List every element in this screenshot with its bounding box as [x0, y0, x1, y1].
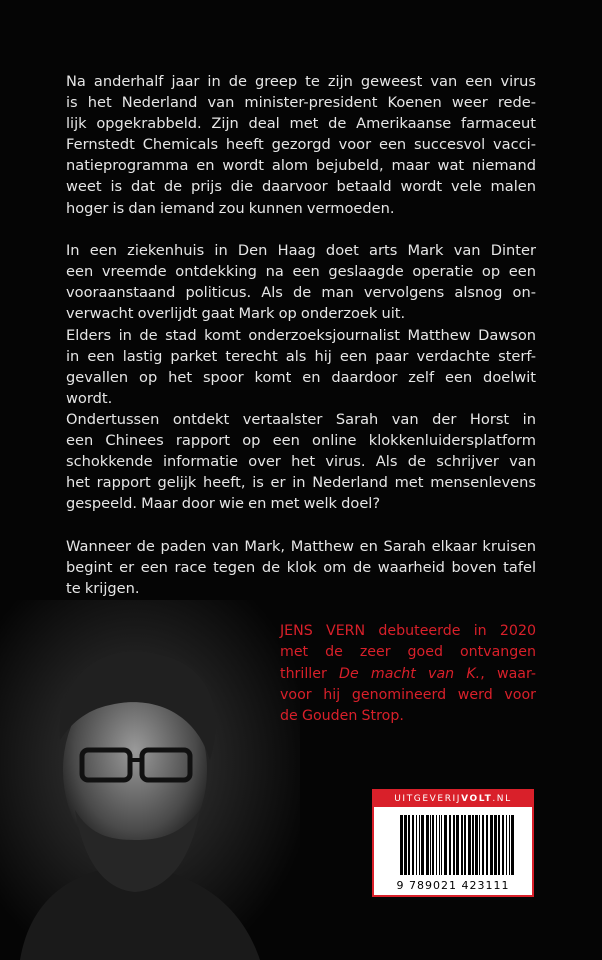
author-photo [0, 600, 300, 960]
blurb-paragraph [66, 536, 536, 599]
bio-line [280, 664, 536, 685]
blurb-line: het rapport gelijk heeft, is er in Nederland met mensenlevens [66, 474, 536, 492]
blurb-line: te krijgen. [66, 580, 140, 598]
blurb-line: verwacht overlijdt gaat Mark op onderzoek uit. [66, 305, 406, 323]
barcode-bar [494, 815, 497, 875]
author-bio [280, 621, 536, 727]
blurb-line: een Chinees rapport op een online klokkenluidersplatform [66, 432, 536, 449]
bio-line: voor hij genomineerd werd voor [280, 686, 536, 703]
blurb-line: weet is dat de prijs die daarvoor betaald wordt vele malen [66, 178, 536, 196]
barcode-bar [482, 815, 484, 875]
barcode-bar [400, 815, 403, 875]
barcode-bar [408, 815, 410, 875]
barcode-bar [430, 815, 431, 875]
barcode-bar [486, 815, 488, 875]
bio-line: met de zeer goed ontvangen [280, 644, 536, 661]
barcode-bar [461, 815, 463, 875]
barcode-bar [509, 815, 510, 875]
barcode-bar [421, 815, 424, 875]
bio-text: thriller [280, 665, 340, 682]
blurb-line: in een lastig parket terecht als hij een paar verdachte sterf- [66, 347, 536, 365]
barcode-bar [506, 815, 507, 875]
blurb-line: is het Nederland van minister-president Koenen weer rede- [66, 94, 536, 112]
blurb-line: schokkende informatie over het virus. Als de schrijver van [66, 453, 536, 471]
barcode-bar [464, 815, 466, 875]
barcode [400, 815, 514, 875]
barcode-bar [511, 815, 514, 875]
barcode-bar [502, 815, 504, 875]
barcode-bar [498, 815, 500, 875]
isbn-number: 9 789021 423111 [396, 879, 510, 892]
blurb-line: natieprogramma en wordt alom bejubeld, maar wat niemand [66, 157, 536, 175]
barcode-bar [436, 815, 437, 875]
barcode-bar [456, 815, 459, 875]
blurb-line: Na anderhalf jaar in de greep te zijn geweest van een virus [66, 73, 536, 90]
publisher-bold: VOLT [461, 794, 493, 804]
barcode-bar [441, 815, 442, 875]
publisher-suffix: .NL [492, 794, 512, 804]
barcode-bar [468, 815, 471, 875]
blurb-line: vooraanstaand politicus. Als de man vervolgens alsnog on- [66, 284, 536, 302]
blurb-line: hoger is dan iemand zou kunnen vermoeden. [66, 199, 395, 217]
blurb-line: lijk opgekrabbeld. Zijn deal met de Amerikaanse farmaceut [66, 115, 536, 133]
barcode-bar [416, 815, 417, 875]
publisher-logo [374, 791, 532, 807]
barcode-bar [439, 815, 440, 875]
publisher-prefix: UITGEVERIJ [394, 794, 462, 804]
barcode-bar [412, 815, 414, 875]
blurb-line: een vreemde ontdekking na een geslaagde operatie op een [66, 263, 536, 281]
barcode-bar [449, 815, 451, 875]
blurb-line: Elders in de stad komt onderzoeksjournalist Matthew Dawson [66, 326, 536, 344]
barcode-bar [475, 815, 478, 875]
blurb-line: Wanneer de paden van Mark, Matthew en Sarah elkaar kruisen [66, 537, 536, 555]
blurb-line: gevallen op het spoor komt en daardoor zelf een doelwit [66, 368, 536, 386]
barcode-bar [479, 815, 480, 875]
bio-line: JENS VERN debuteerde in 2020 [280, 623, 536, 639]
barcode-bar [453, 815, 455, 875]
blurb-line: Fernstedt Chemicals heeft gezorgd voor een succesvol vacci- [66, 136, 536, 154]
bio-line: de Gouden Strop. [280, 708, 404, 725]
blurb-line: In een ziekenhuis in Den Haag doet arts Mark van Dinter [66, 242, 536, 260]
barcode-bar [404, 815, 407, 875]
blurb-line: Ondertussen ontdekt vertaalster Sarah van der Horst in [66, 410, 536, 428]
blurb-line: begint er een race tegen de klok om de waarheid boven tafel [66, 558, 536, 576]
barcode-bar [419, 815, 420, 875]
back-cover-blurb [66, 71, 536, 621]
barcode-bar [444, 815, 447, 875]
barcode-bar [432, 815, 434, 875]
barcode-bar [472, 815, 474, 875]
barcode-box [372, 789, 534, 897]
book-title: De macht van K. [339, 665, 481, 682]
blurb-paragraph [66, 71, 536, 219]
blurb-paragraph [66, 240, 536, 514]
blurb-line: gespeeld. Maar door wie en met welk doel? [66, 495, 381, 513]
bio-text: , waar- [480, 665, 536, 682]
barcode-bar [490, 815, 493, 875]
barcode-bar [426, 815, 429, 875]
blurb-line: wordt. [66, 389, 113, 407]
